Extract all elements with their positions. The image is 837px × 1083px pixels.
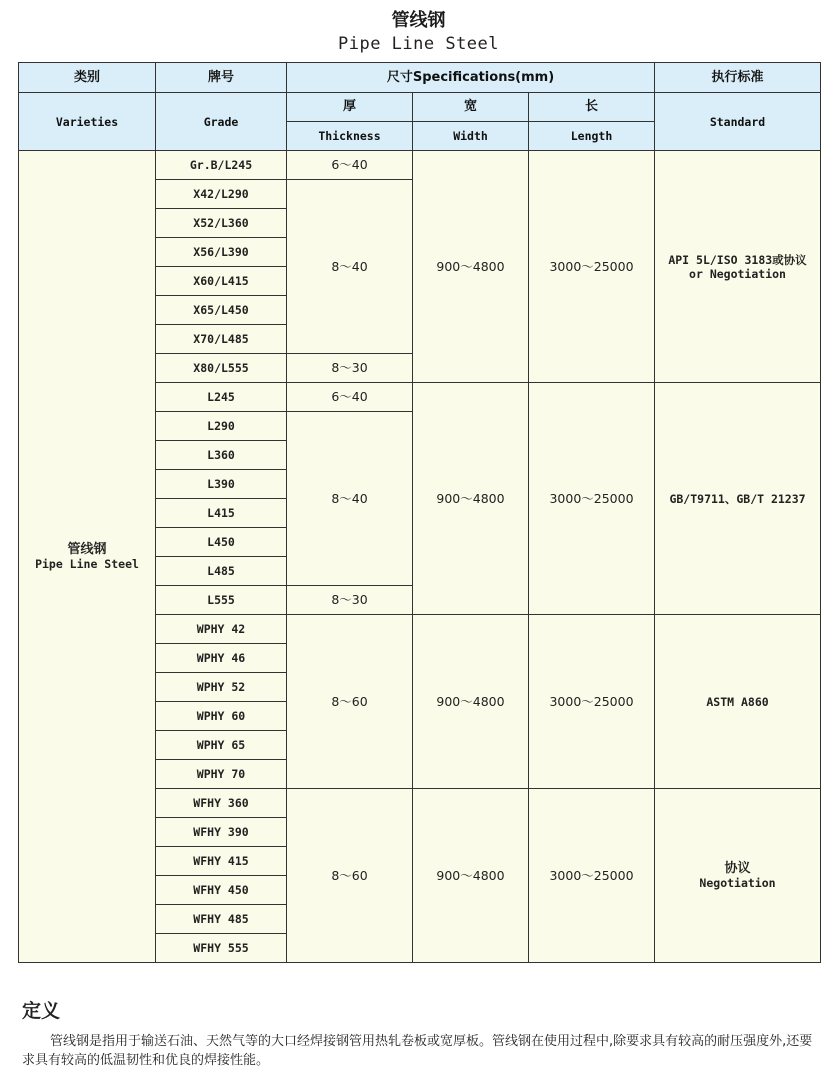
length-cell: 3000～25000 (529, 151, 655, 383)
grade-cell: L290 (156, 412, 287, 441)
header-thickness-cn: 厚 (287, 93, 413, 122)
grade-cell: WPHY 46 (156, 644, 287, 673)
standard-en: Negotiation (699, 875, 776, 890)
grade-cell: L245 (156, 383, 287, 412)
standard-cell: ASTM A860 (655, 615, 821, 789)
grade-cell: X70/L485 (156, 325, 287, 354)
thickness-cell: 8～40 (287, 412, 413, 586)
grade-cell: X80/L555 (156, 354, 287, 383)
page-title: 管线钢 (391, 10, 446, 31)
thickness-cell: 8～30 (287, 586, 413, 615)
length-cell: 3000～25000 (529, 789, 655, 963)
grade-cell: WFHY 415 (156, 847, 287, 876)
header-varieties: Varieties (19, 93, 156, 151)
thickness-cell: 8～30 (287, 354, 413, 383)
grade-cell: L485 (156, 557, 287, 586)
header-category: 类别 (19, 63, 156, 93)
variety-en: Pipe Line Steel (35, 556, 139, 571)
grade-cell: L415 (156, 499, 287, 528)
standard-cell: GB/T9711、GB/T 21237 (655, 383, 821, 615)
thickness-cell: 8～60 (287, 789, 413, 963)
header-grade: 牌号 (156, 63, 287, 93)
header-length-en: Length (529, 122, 655, 151)
standard-cell (655, 151, 821, 383)
standard-cell (655, 789, 821, 963)
grade-cell: X52/L360 (156, 209, 287, 238)
thickness-cell: 6～40 (287, 383, 413, 412)
header-standard-en: Standard (655, 93, 821, 151)
grade-cell: L360 (156, 441, 287, 470)
grade-cell: WFHY 555 (156, 934, 287, 963)
grade-cell: WPHY 70 (156, 760, 287, 789)
specification-table (18, 62, 821, 963)
grade-cell: WPHY 52 (156, 673, 287, 702)
width-cell: 900～4800 (413, 151, 529, 383)
standard-line: API 5L/ISO 3183或协议 (668, 252, 807, 267)
grade-cell: L555 (156, 586, 287, 615)
grade-cell: X65/L450 (156, 296, 287, 325)
thickness-cell: 6～40 (287, 151, 413, 180)
grade-cell: WPHY 60 (156, 702, 287, 731)
grade-cell: WFHY 360 (156, 789, 287, 818)
standard-cn: 协议 (724, 860, 751, 876)
thickness-cell: 8～60 (287, 615, 413, 789)
grade-cell: L390 (156, 470, 287, 499)
grade-cell: WFHY 390 (156, 818, 287, 847)
grade-cell: WFHY 485 (156, 905, 287, 934)
grade-cell: X60/L415 (156, 267, 287, 296)
width-cell: 900～4800 (413, 383, 529, 615)
grade-cell: WPHY 65 (156, 731, 287, 760)
grade-cell: WPHY 42 (156, 615, 287, 644)
header-grade-en: Grade (156, 93, 287, 151)
header-specifications: 尺寸Specifications(mm) (287, 63, 655, 93)
width-cell: 900～4800 (413, 789, 529, 963)
definition-body: 管线钢是指用于输送石油、天然气等的大口经焊接钢管用热轧卷板或宽厚板。管线钢在使用过程中,除要求具有较高的耐压强度外,还要求具有较高的低温韧性和优良的焊接性能。 (22, 1034, 813, 1068)
header-width-en: Width (413, 122, 529, 151)
definition-heading: 定义 (22, 1000, 61, 1022)
header-width-cn: 宽 (413, 93, 529, 122)
standard-line: or Negotiation (689, 266, 786, 281)
header-length-cn: 长 (529, 93, 655, 122)
header-standard: 执行标准 (655, 63, 821, 93)
grade-cell: WFHY 450 (156, 876, 287, 905)
page-subtitle: Pipe Line Steel (337, 34, 500, 54)
variety-cell (19, 151, 156, 963)
grade-cell: X56/L390 (156, 238, 287, 267)
width-cell: 900～4800 (413, 615, 529, 789)
thickness-cell: 8～40 (287, 180, 413, 354)
grade-cell: X42/L290 (156, 180, 287, 209)
header-thickness-en: Thickness (287, 122, 413, 151)
length-cell: 3000～25000 (529, 383, 655, 615)
grade-cell: L450 (156, 528, 287, 557)
length-cell: 3000～25000 (529, 615, 655, 789)
variety-cn: 管线钢 (67, 541, 107, 557)
grade-cell: Gr.B/L245 (156, 151, 287, 180)
